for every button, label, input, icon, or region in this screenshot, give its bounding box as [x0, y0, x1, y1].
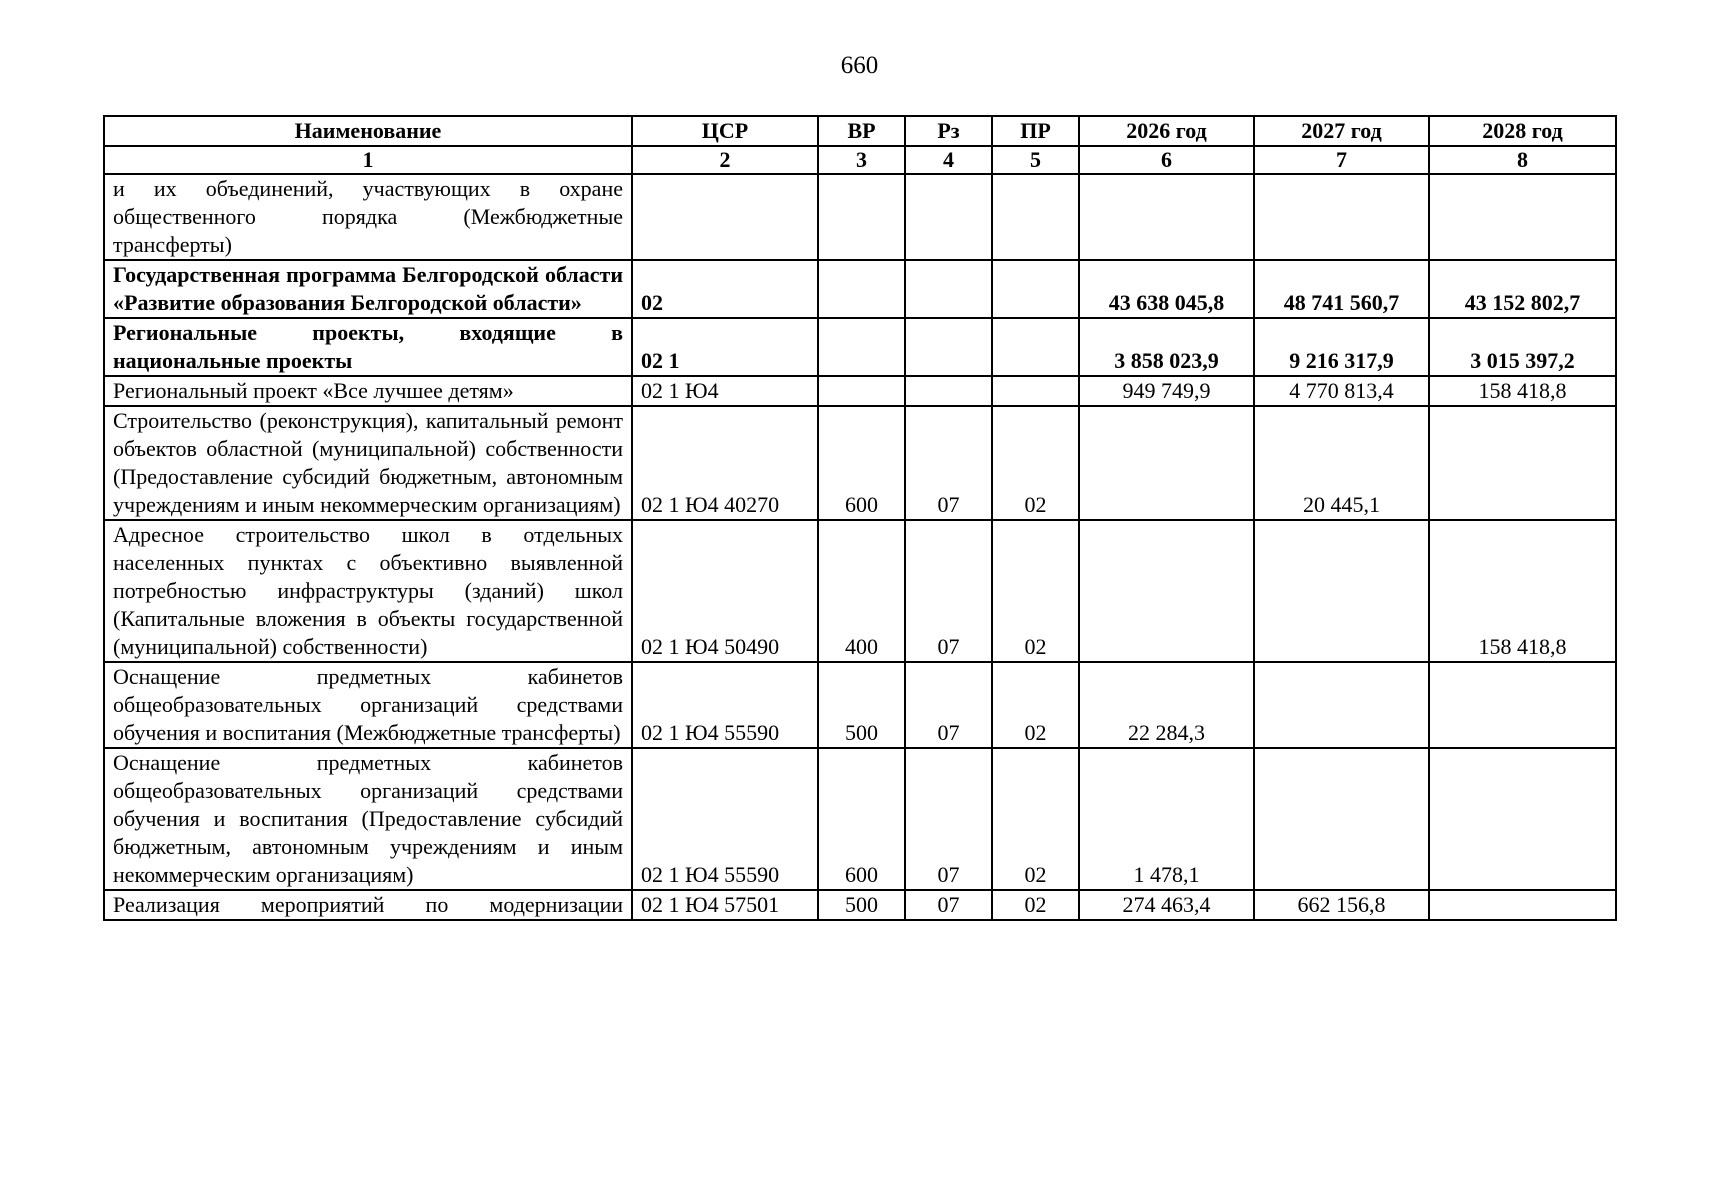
- column-number: 7: [1254, 146, 1429, 174]
- header-2027: 2027 год: [1254, 116, 1429, 146]
- column-number: 6: [1079, 146, 1254, 174]
- table-row: [104, 376, 1616, 406]
- column-number: 1: [104, 146, 632, 174]
- row-2028: [1429, 890, 1616, 920]
- row-name: Оснащение предметных кабинетов общеобразовательных организаций средствами обучения и воспитания (Предоставление субсидий бюджетным, автономным учреждениям и иным некоммерческим организациям): [104, 748, 632, 890]
- row-2027: [1254, 662, 1429, 748]
- row-2027: [1254, 748, 1429, 890]
- row-2026: 1 478,1: [1079, 748, 1254, 890]
- table-row: [104, 890, 1616, 920]
- row-vr: [818, 376, 905, 406]
- row-2027: 48 741 560,7: [1254, 260, 1429, 318]
- row-2028: [1429, 662, 1616, 748]
- row-csr: 02 1 Ю4 57501: [632, 890, 818, 920]
- row-2027: 20 445,1: [1254, 406, 1429, 520]
- row-csr: 02 1 Ю4 55590: [632, 748, 818, 890]
- row-2028: [1429, 174, 1616, 260]
- row-name: Адресное строительство школ в отдельных населенных пунктах с объективно выявленной потребностью инфраструктуры (зданий) школ (Капитальные вложения в объекты государственной (муниципальной) собственности): [104, 520, 632, 662]
- row-2026: [1079, 520, 1254, 662]
- table-row-program: [104, 260, 1616, 318]
- row-pr: 02: [992, 406, 1079, 520]
- column-number: 5: [992, 146, 1079, 174]
- row-2026: 3 858 023,9: [1079, 318, 1254, 376]
- row-2026: [1079, 406, 1254, 520]
- row-2027: [1254, 174, 1429, 260]
- row-pr: 02: [992, 662, 1079, 748]
- row-2028: [1429, 748, 1616, 890]
- row-2026: 274 463,4: [1079, 890, 1254, 920]
- page-number: 660: [840, 52, 879, 79]
- table-row: [104, 662, 1616, 748]
- row-csr: 02 1 Ю4 50490: [632, 520, 818, 662]
- row-vr: 500: [818, 890, 905, 920]
- row-name: Региональные проекты, входящие в национальные проекты: [104, 318, 632, 376]
- header-pr: ПР: [992, 116, 1079, 146]
- column-number: 4: [905, 146, 992, 174]
- column-number: 8: [1429, 146, 1616, 174]
- row-2027: 9 216 317,9: [1254, 318, 1429, 376]
- row-vr: [818, 260, 905, 318]
- row-2028: 3 015 397,2: [1429, 318, 1616, 376]
- row-rz: [905, 174, 992, 260]
- row-pr: [992, 376, 1079, 406]
- row-2028: 158 418,8: [1429, 520, 1616, 662]
- row-2028: 43 152 802,7: [1429, 260, 1616, 318]
- header-2026: 2026 год: [1079, 116, 1254, 146]
- row-vr: 600: [818, 748, 905, 890]
- header-csr: ЦСР: [632, 116, 818, 146]
- row-vr: [818, 318, 905, 376]
- row-2027: [1254, 520, 1429, 662]
- row-csr: [632, 174, 818, 260]
- row-rz: 07: [905, 662, 992, 748]
- row-name: Строительство (реконструкция), капитальный ремонт объектов областной (муниципальной) собственности (Предоставление субсидий бюджетным, автономным учреждениям и иным некоммерческим организациям): [104, 406, 632, 520]
- header-row: [104, 116, 1616, 146]
- row-rz: 07: [905, 890, 992, 920]
- row-name: и их объединений, участвующих в охране общественного порядка (Межбюджетные трансферты): [104, 174, 632, 260]
- row-pr: [992, 260, 1079, 318]
- row-name: Оснащение предметных кабинетов общеобразовательных организаций средствами обучения и воспитания (Межбюджетные трансферты): [104, 662, 632, 748]
- header-name: Наименование: [104, 116, 632, 146]
- column-number-row: [104, 146, 1616, 174]
- row-name: Государственная программа Белгородской области «Развитие образования Белгородской области»: [104, 260, 632, 318]
- row-rz: 07: [905, 406, 992, 520]
- row-vr: 500: [818, 662, 905, 748]
- row-vr: 600: [818, 406, 905, 520]
- row-pr: [992, 318, 1079, 376]
- row-2026: 43 638 045,8: [1079, 260, 1254, 318]
- row-2028: [1429, 406, 1616, 520]
- table-row-subprogram: [104, 318, 1616, 376]
- row-2027: 662 156,8: [1254, 890, 1429, 920]
- row-rz: [905, 376, 992, 406]
- row-2026: [1079, 174, 1254, 260]
- row-rz: [905, 260, 992, 318]
- row-vr: [818, 174, 905, 260]
- row-csr: 02 1 Ю4: [632, 376, 818, 406]
- row-pr: 02: [992, 890, 1079, 920]
- row-name: Реализация мероприятий по модернизации: [104, 890, 632, 920]
- row-csr: 02 1 Ю4 55590: [632, 662, 818, 748]
- header-vr: ВР: [818, 116, 905, 146]
- row-rz: 07: [905, 748, 992, 890]
- row-2026: 949 749,9: [1079, 376, 1254, 406]
- table-row: [104, 406, 1616, 520]
- row-csr: 02 1: [632, 318, 818, 376]
- table-row: [104, 174, 1616, 260]
- row-pr: 02: [992, 520, 1079, 662]
- row-rz: 07: [905, 520, 992, 662]
- row-2027: 4 770 813,4: [1254, 376, 1429, 406]
- header-rz: Рз: [905, 116, 992, 146]
- column-number: 2: [632, 146, 818, 174]
- row-csr: 02 1 Ю4 40270: [632, 406, 818, 520]
- table-row: [104, 520, 1616, 662]
- row-pr: [992, 174, 1079, 260]
- row-rz: [905, 318, 992, 376]
- table-row: [104, 748, 1616, 890]
- row-2026: 22 284,3: [1079, 662, 1254, 748]
- header-2028: 2028 год: [1429, 116, 1616, 146]
- row-pr: 02: [992, 748, 1079, 890]
- row-vr: 400: [818, 520, 905, 662]
- row-name: Региональный проект «Все лучшее детям»: [104, 376, 632, 406]
- budget-table: [103, 115, 1617, 921]
- row-csr: 02: [632, 260, 818, 318]
- row-2028: 158 418,8: [1429, 376, 1616, 406]
- column-number: 3: [818, 146, 905, 174]
